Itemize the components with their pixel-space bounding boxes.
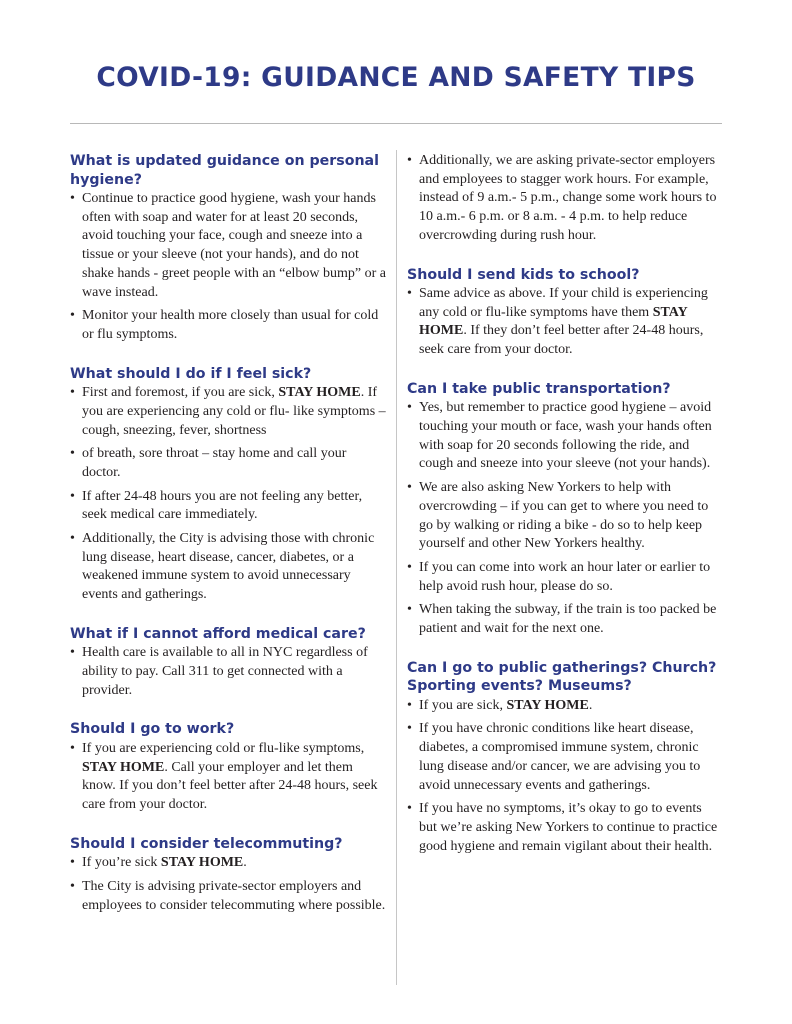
faq-section — [70, 625, 386, 701]
section-question: What if I cannot afford medical care? — [70, 625, 366, 642]
page-title: COVID-19: GUIDANCE AND SAFETY TIPS — [96, 62, 696, 93]
bullet-list — [407, 285, 723, 360]
bullet-list — [70, 190, 386, 345]
item-text: Continue to practice good hygiene, wash your hands often with soap and water for at least 20 seconds, avoid touching your face, cough and sneeze into a tissue or your sleeve (not your hands), and do not shake hands - greet people with an “elbow bump” or a wave instead. — [82, 191, 387, 300]
item-text: of breath, sore throat – stay home and call your doctor. — [82, 446, 347, 480]
item-text: Yes, but remember to practice good hygiene – avoid touching your mouth or face, wash your hands often with soap for 20 seconds following the ride, and cough and sneeze into your sleeve (not your hands). — [419, 400, 712, 472]
faq-section — [70, 835, 386, 916]
list-item — [407, 285, 723, 360]
item-text: If you can come into work an hour later or earlier to help avoid rush hour, please do so. — [419, 559, 711, 594]
list-item — [407, 152, 723, 246]
list-item — [70, 740, 386, 815]
section-question: Can I take public transportation? — [407, 380, 671, 397]
list-item — [70, 445, 386, 482]
item-text: . If they don’t feel better after 24-48 hours, seek care from your doctor. — [419, 323, 704, 358]
section-question: Can I go to public gatherings? Church? Sporting events? Museums? — [407, 659, 717, 695]
faq-section — [407, 152, 723, 246]
emphasis-text: STAY HOME — [278, 385, 361, 401]
item-text: First and foremost, if you are sick, — [82, 385, 279, 401]
item-text: When taking the subway, if the train is too packed be patient and wait for the next one. — [419, 602, 717, 637]
section-question: Should I go to work? — [70, 721, 235, 738]
left-column — [70, 152, 386, 935]
section-question: What should I do if I feel sick? — [70, 365, 312, 382]
faq-section — [407, 266, 723, 360]
item-text: If you have chronic conditions like heart disease, diabetes, a compromised immune system, chronic lung disease and/or cancer, we are advising you to avoid unnecessary events and gatherings. — [419, 721, 701, 793]
faq-section — [70, 365, 386, 605]
list-item — [70, 190, 386, 302]
item-text: . — [588, 697, 593, 713]
emphasis-text: STAY HOME — [506, 697, 589, 713]
list-item — [70, 488, 386, 525]
item-text: If you’re sick — [82, 855, 161, 871]
list-item — [70, 878, 386, 915]
emphasis-text: STAY HOME — [82, 759, 165, 775]
faq-section — [407, 380, 723, 639]
faq-section — [407, 659, 723, 857]
section-question: What is updated guidance on personal hygiene? — [70, 153, 379, 188]
list-item — [70, 644, 386, 700]
item-text: The City is advising private-sector employers and employees to consider telecommuting where possible. — [82, 878, 386, 913]
item-text: Monitor your health more closely than usual for cold or flu symptoms. — [82, 308, 379, 342]
item-text: Health care is available to all in NYC regardless of ability to pay. Call 311 to get connected with a provider. — [82, 645, 368, 698]
bullet-list — [407, 399, 723, 638]
list-item — [70, 854, 386, 873]
faq-section — [70, 720, 386, 814]
item-text: . — [243, 855, 247, 871]
item-text: Additionally, we are asking private-sector employers and employees to stagger work hours. For example, instead of 9 a.m.- 5 p.m., change some work hours to 10 a.m.- 6 p.m. or 8 a.m. - 4 p.m. to help reduce overcrowding during rush hour. — [419, 153, 717, 243]
emphasis-text: STAY HOME — [419, 304, 688, 339]
bullet-list — [70, 740, 386, 815]
list-item — [70, 307, 386, 344]
item-text: Same advice as above. If your child is experiencing any cold or flu-like symptoms have them — [419, 286, 708, 320]
faq-section — [70, 152, 386, 345]
item-text: Additionally, the City is advising those with chronic lung disease, heart disease, cancer, diabetes, or a weakened immune system to avoid unnecessary events and gatherings. — [82, 531, 375, 603]
list-item — [70, 384, 386, 440]
emphasis-text: STAY HOME — [160, 855, 244, 871]
section-question: Should I send kids to school? — [407, 266, 640, 283]
item-text: If you are sick, — [419, 697, 507, 713]
list-item — [407, 559, 723, 596]
list-item — [407, 601, 723, 638]
item-text: . If you are experiencing any cold or flu- like symptoms – cough, sneezing, fever, shortness — [82, 385, 386, 438]
item-text: If you are experiencing cold or flu-like symptoms, — [82, 740, 365, 756]
list-item — [407, 479, 723, 554]
list-item — [407, 720, 723, 795]
item-text: If after 24-48 hours you are not feeling any better, seek medical care immediately. — [82, 488, 363, 523]
bullet-list — [70, 644, 386, 700]
title-rule — [70, 123, 722, 124]
item-text: We are also asking New Yorkers to help with overcrowding – if you can get to where you need to go by walking or riding a bike - do so to help keep yourself and other New Yorkers healthy. — [419, 480, 709, 552]
bullet-list — [70, 854, 386, 915]
item-text: . Call your employer and let them know. If you don’t feel better after 24-48 hours, seek care from your doctor. — [82, 759, 378, 813]
list-item — [407, 697, 723, 716]
list-item — [407, 800, 723, 856]
bullet-list — [70, 384, 386, 605]
list-item — [407, 399, 723, 474]
section-question: Should I consider telecommuting? — [70, 835, 343, 852]
item-text: If you have no symptoms, it’s okay to go to events but we’re asking New Yorkers to continue to practice good hygiene and remain vigilant about their health. — [419, 801, 718, 854]
bullet-list — [407, 152, 723, 246]
right-column — [407, 152, 723, 876]
list-item — [70, 530, 386, 605]
column-divider — [396, 150, 397, 985]
bullet-list — [407, 697, 723, 857]
